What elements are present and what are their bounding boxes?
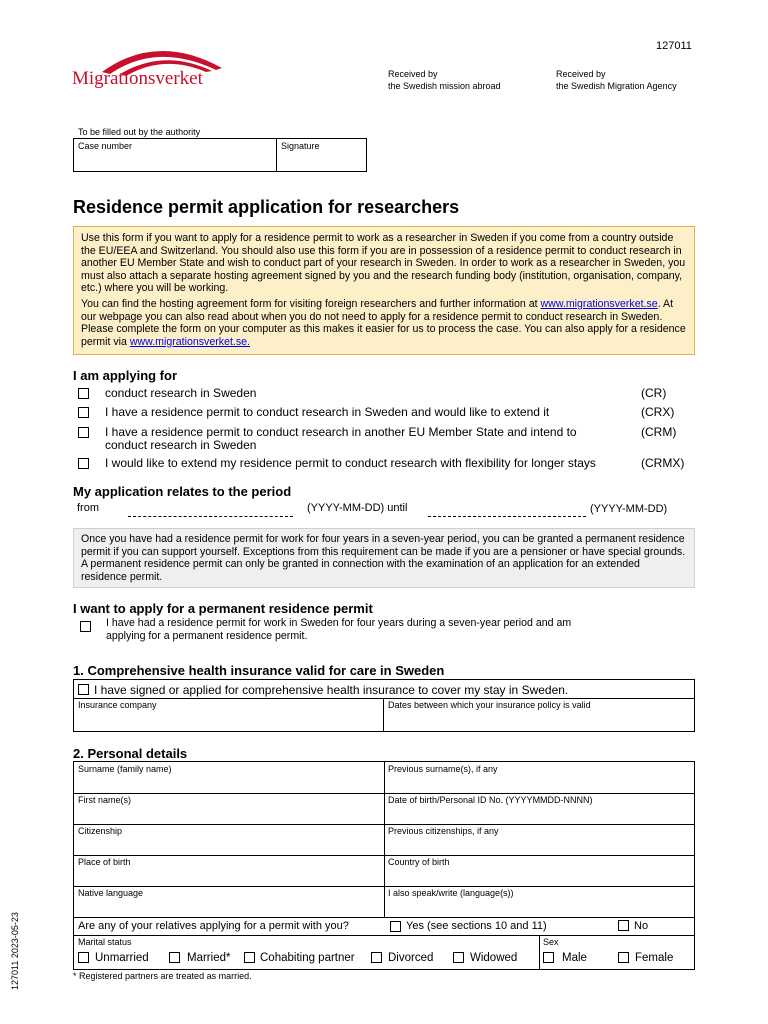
- case-number-field[interactable]: [74, 139, 277, 171]
- unmarried-label: Unmarried: [95, 952, 149, 964]
- native-language-field[interactable]: Native language: [78, 888, 144, 898]
- checkbox-crm[interactable]: [78, 427, 89, 438]
- insurance-company-field[interactable]: Insurance company: [74, 698, 384, 731]
- checkbox-relatives-yes[interactable]: [390, 921, 401, 932]
- applying-heading: I am applying for: [73, 368, 178, 383]
- first-name-field[interactable]: First name(s): [78, 795, 132, 805]
- permanent-heading: I want to apply for a permanent residence permit: [73, 601, 373, 616]
- country-of-birth-field[interactable]: Country of birth: [388, 857, 450, 867]
- date-of-birth-field[interactable]: Date of birth/Personal ID No. (YYYYMMDD-NNNN): [388, 795, 593, 805]
- personal-heading: 2. Personal details: [73, 746, 188, 761]
- period-note: Once you have had a residence permit for work for four years in a seven-year period, you can be granted a permanent residence permit if you can support yourself. Exceptions from this requirement can be made if you are a pensioner or have special grounds. A permanent residence permit can only be granted in connection with the examination of an application for an extended residence permit.: [73, 528, 695, 588]
- checkbox-cohabiting[interactable]: [244, 952, 255, 963]
- widowed-label: Widowed: [470, 952, 518, 964]
- checkbox-permanent[interactable]: [80, 621, 91, 632]
- checkbox-divorced[interactable]: [371, 952, 382, 963]
- authority-caption: To be filled out by the authority: [78, 127, 201, 137]
- side-code: 127011 2023-05-23: [10, 912, 20, 990]
- applying-option-crm: I have a residence permit to conduct research in another EU Member State and intend to conduct research in Sweden (CRM): [78, 425, 698, 453]
- period-from-label: from: [77, 502, 99, 514]
- personal-table: [73, 761, 695, 970]
- intro-paragraph-1: Use this form if you want to apply for a residence permit to work as a researcher in Sweden if you come from a country outside the EU/EEA and Switzerland. You should also use this form if you are in possession of a residence permit to conduct research in another EU Member State and wish to conduct part of your research in Sweden. In order to work as a researcher in Sweden, you must also attach a separate hosting agreement signed by you and the research funding body (institution, organisation, company, etc.) where you will be working.: [81, 232, 686, 295]
- period-until-input[interactable]: [428, 505, 586, 517]
- checkbox-female[interactable]: [618, 952, 629, 963]
- checkbox-unmarried[interactable]: [78, 952, 89, 963]
- intro-paragraph-2: You can find the hosting agreement form for visiting foreign researchers and further information at www.migrationsverket.se. At our webpage you can also read about when you do not need to apply for a residence permit to conduct research in Sweden. Please complete the form on your computer as this makes it easier for us to process the case. You can also apply for a residence permit via www.migrationsverket.se.: [81, 297, 686, 348]
- male-label: Male: [562, 952, 587, 964]
- period-format-end: (YYYY-MM-DD): [590, 503, 668, 515]
- citizenship-field[interactable]: Citizenship: [78, 826, 123, 836]
- page-title: Residence permit application for researchers: [73, 197, 460, 217]
- period-from-input[interactable]: [128, 505, 293, 517]
- checkbox-crmx[interactable]: [78, 458, 89, 469]
- signature-label: Signature: [281, 141, 320, 151]
- checkbox-male[interactable]: [543, 952, 554, 963]
- received-agency: Received by the Swedish Migration Agency: [556, 69, 677, 91]
- married-label: Married*: [187, 952, 231, 964]
- migrationsverket-link-2[interactable]: www.migrationsverket.se.: [129, 335, 250, 348]
- female-label: Female: [635, 952, 674, 964]
- checkbox-cr[interactable]: [78, 388, 89, 399]
- previous-surname-field[interactable]: Previous surname(s), if any: [388, 764, 498, 774]
- relatives-no-label: No: [634, 920, 649, 932]
- insurance-box: [73, 679, 695, 732]
- intro-box: [73, 226, 695, 355]
- marital-status-label: Marital status: [78, 937, 132, 947]
- cohabiting-label: Cohabiting partner: [260, 952, 355, 964]
- logo-text: Migrationsverket: [72, 68, 203, 89]
- checkbox-married[interactable]: [169, 952, 180, 963]
- other-languages-field[interactable]: I also speak/write (language(s)): [388, 888, 514, 898]
- surname-field[interactable]: Surname (family name): [78, 764, 172, 774]
- sex-label: Sex: [543, 937, 559, 947]
- received-mission: Received by the Swedish mission abroad: [388, 69, 501, 91]
- checkbox-crx[interactable]: [78, 407, 89, 418]
- insurance-checkbox-label: I have signed or applied for comprehensive health insurance to cover my stay in Sweden.: [94, 683, 569, 697]
- relatives-question: Are any of your relatives applying for a permit with you?: [78, 920, 349, 932]
- previous-citizenship-field[interactable]: Previous citizenships, if any: [388, 826, 499, 836]
- footnote: * Registered partners are treated as married.: [73, 971, 252, 981]
- logo: [72, 38, 222, 98]
- insurance-heading: 1. Comprehensive health insurance valid for care in Sweden: [73, 663, 445, 678]
- migrationsverket-link[interactable]: www.migrationsverket.se: [540, 297, 658, 310]
- insurance-dates-field[interactable]: Dates between which your insurance policy is valid: [388, 700, 591, 710]
- authority-box: [73, 138, 367, 172]
- relatives-yes-label: Yes (see sections 10 and 11): [406, 920, 547, 932]
- form-number: 127011: [656, 40, 692, 52]
- permanent-text: I have had a residence permit for work in Sweden for four years during a seven-year period and am applying for a permanent residence permit.: [106, 617, 572, 642]
- checkbox-insurance[interactable]: [78, 684, 89, 695]
- place-of-birth-field[interactable]: Place of birth: [78, 857, 131, 867]
- divorced-label: Divorced: [388, 952, 434, 964]
- period-format-until: (YYYY-MM-DD) until: [307, 502, 408, 514]
- checkbox-widowed[interactable]: [453, 952, 464, 963]
- signature-field[interactable]: [277, 139, 366, 171]
- checkbox-relatives-no[interactable]: [618, 920, 629, 931]
- period-heading: My application relates to the period: [73, 484, 292, 499]
- case-number-label: Case number: [78, 141, 133, 151]
